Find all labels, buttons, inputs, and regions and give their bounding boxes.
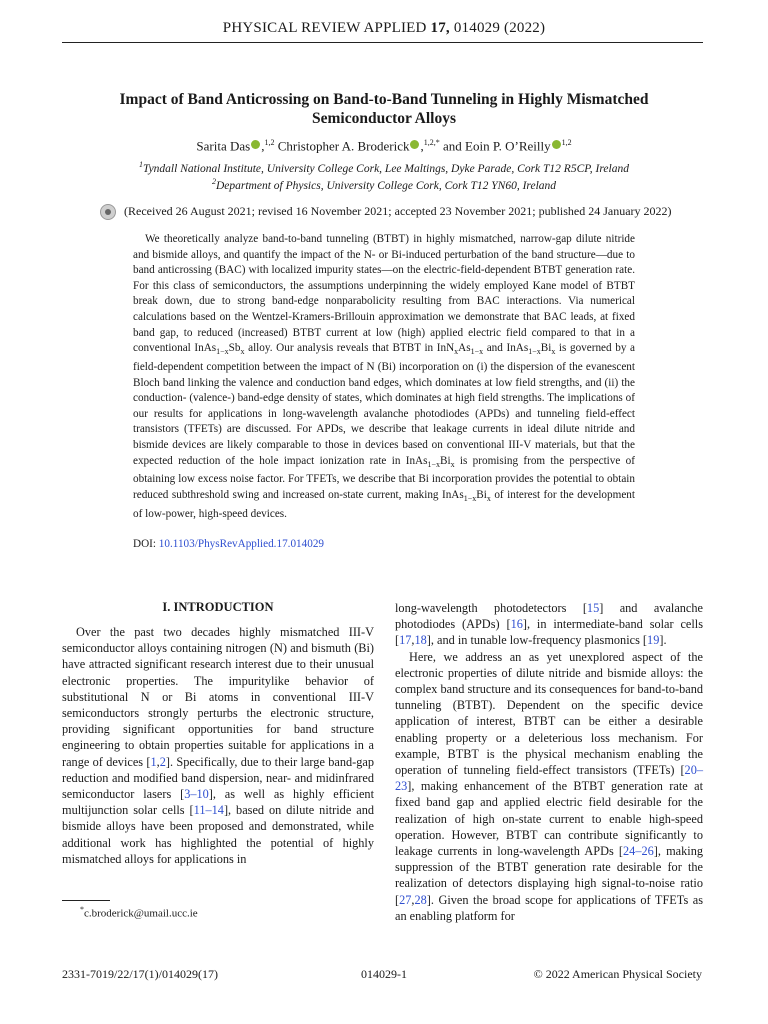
footer-copyright: © 2022 American Physical Society [533, 967, 702, 981]
citation-link[interactable]: 20–23 [395, 763, 703, 794]
footnote-rule [62, 900, 110, 901]
footer-page-number: 014029-1 [361, 967, 407, 981]
orcid-icon[interactable] [552, 140, 561, 149]
article-year: 014029 (2022) [453, 20, 546, 36]
journal-volume: 17, [430, 20, 450, 36]
citation-link[interactable]: 18 [414, 633, 427, 648]
journal-name: PHYSICAL REVIEW APPLIED [222, 20, 427, 36]
doi-line [133, 538, 324, 550]
orcid-icon[interactable] [251, 140, 260, 149]
author-email[interactable]: c.broderick@umail.ucc.ie [84, 907, 198, 920]
header-rule [62, 42, 703, 43]
author-name[interactable]: Eoin P. O’Reilly [465, 138, 551, 154]
citation-link[interactable]: 16 [510, 617, 523, 632]
citation-link[interactable]: 11–14 [193, 803, 224, 818]
paragraph: long-wavelength photodetectors [15] and avalanche photodiodes (APDs) [16], in intermediate-band solar cells [17,18], and in tunable low-frequency plasmonics [19]. [395, 601, 704, 648]
doi-link[interactable]: 10.1103/PhysRevApplied.17.014029 [158, 538, 325, 550]
footer-issn: 2331-7019/22/17(1)/014029(17) [62, 967, 218, 981]
doi-label: DOI: [133, 538, 156, 550]
paper-title: Impact of Band Anticrossing on Band-to-Band Tunneling in Highly Mismatched Semiconductor Alloys [119, 91, 649, 127]
affiliation: $^2$Department of Physics, University College Cork, Cork T12 YN60, Ireland [211, 177, 557, 192]
journal-header [0, 20, 768, 37]
citation-link[interactable]: 28 [414, 892, 427, 907]
citation-link[interactable]: 19 [647, 633, 660, 648]
citation-link[interactable]: 1 [150, 754, 157, 769]
abstract: We theoretically analyze band-to-band tunneling (BTBT) in highly mismatched, narrow-gap dilute nitride and bismide alloys, and quantify the impact of the N- or Bi-induced perturbation of the band structure—due to band anticrossing (BAC) with localized impurity states—on the electric-field-dependent BTBT generation rate. For this class of semiconductors, the assumptions underpinning the widely employed Kane model of BTBT break down, due to strong band-edge nonparabolicity resulting from BAC interactions. Via numerical calculations based on the Wentzel-Kramers-Brillouin approximation we demonstrate that BAC leads, at fixed band gap, to reduced (increased) BTBT current at low (high) applied electric field compared to that in a conventional $InAs_{1-x}Sb_x$ alloy. Our analysis reveals that BTBT in $InN_xAs_{1-x}$ and $InAs_{1-x}Bi_x$ is governed by a field-dependent competition between the impact of N (Bi) incorporation on (i) the dispersion of the evanescent Bloch band linking the valence and conduction band edges, which dominates at low field strengths, and (ii) the conduction- (valence-) band-edge density of states, which dominates at high field strengths. The implications of our results for applications in long-wavelength avalanche photodiodes (APDs) and tunneling field-effect transistors (TFETs) are discussed. For APDs, we describe that leakage currents in ideal dilute nitride and bismide devices are likely comparable to those in devices based on conventional III-V materials, but that the expected reduction of the hole impact ionization rate in $InAs_{1-x}Bi_x$ is promising from the perspective of obtaining low excess noise factor. For TFETs, we describe that Bi incorporation provides the potential to obtain reduced subthreshold swing and increased on-state current, making $InAs_{1-x}Bi_x$ of interest for the development of low-power, high-speed devices. [133, 233, 635, 520]
orcid-icon[interactable] [410, 140, 419, 149]
intro-right-column [395, 600, 703, 924]
crossmark-icon[interactable] [100, 204, 116, 220]
author-name[interactable]: Christopher A. Broderick [277, 138, 410, 154]
citation-link[interactable]: 2 [159, 754, 166, 769]
author-list: Sarita Das ,$^{1,2}$ Christopher A. Broderick ,$^{1,2,*}$ and Eoin P. O’Reilly $^{1,2}$ [196, 138, 572, 154]
citation-link[interactable]: 3–10 [184, 787, 209, 802]
footnote: *c.broderick@umail.ucc.ie [80, 905, 198, 920]
author-name[interactable]: Sarita Das [196, 138, 251, 154]
intro-left-column: Over the past two decades highly mismatched III-V semiconductor alloys containing nitrogen (N) and bismuth (Bi) have attracted significant research interest due to their unusual electronic properties. The impuritylike behavior of substitutional N or Bi atoms in conventional III-V semiconductors strongly perturbs the electronic structure, providing significant opportunities for band structure engineering to obtain properties suitable for applications in a range of devices [1,2]. Specifically, due to their large band-gap reduction and modified band dispersion, near- and midinfrared semiconductor lasers [3–10], as well as highly efficient multijunction solar cells [11–14], based on dilute nitride and bismide alloys have been proposed and demonstrated, while additional work has highlighted the potential of highly mismatched alloys for applications in [62, 625, 374, 866]
affiliation: $^1$Tyndall National Institute, University College Cork, Lee Maltings, Dyke Parade, Cork T12 R5CP, Ireland [139, 160, 629, 175]
citation-link[interactable]: 27 [399, 892, 412, 907]
citation-link[interactable]: 24–26 [623, 844, 654, 859]
citation-link[interactable]: 15 [586, 601, 600, 615]
paragraph: Here, we address an as yet unexplored aspect of the electronic properties of dilute nitride and bismide alloys: the complex band structure and its consequences for band-to-band tunneling (BTBT). Dependent on the specific device application of interest, BTBT can be either a desirable enabling property or a deleterious loss mechanism. For example, BTBT is the physical mechanism enabling the operation of tunneling field-effect transistors (TFETs) [20–23], making enhancement of the BTBT generation rate at fixed band gap and applied electric field desirable for the realization of high on-state current to enable high-speed operation. However, BTBT can contribute significantly to leakage currents in long-wavelength APDs [24–26], making suppression of the BTBT generation rate desirable for the realization of detectors displaying high signal-to-noise ratio [27,28]. Given the broad scope for applications of TFETs as an enabling platform for [395, 649, 703, 923]
citation-link[interactable]: 17 [399, 633, 412, 648]
section-heading: I. INTRODUCTION [162, 600, 274, 614]
